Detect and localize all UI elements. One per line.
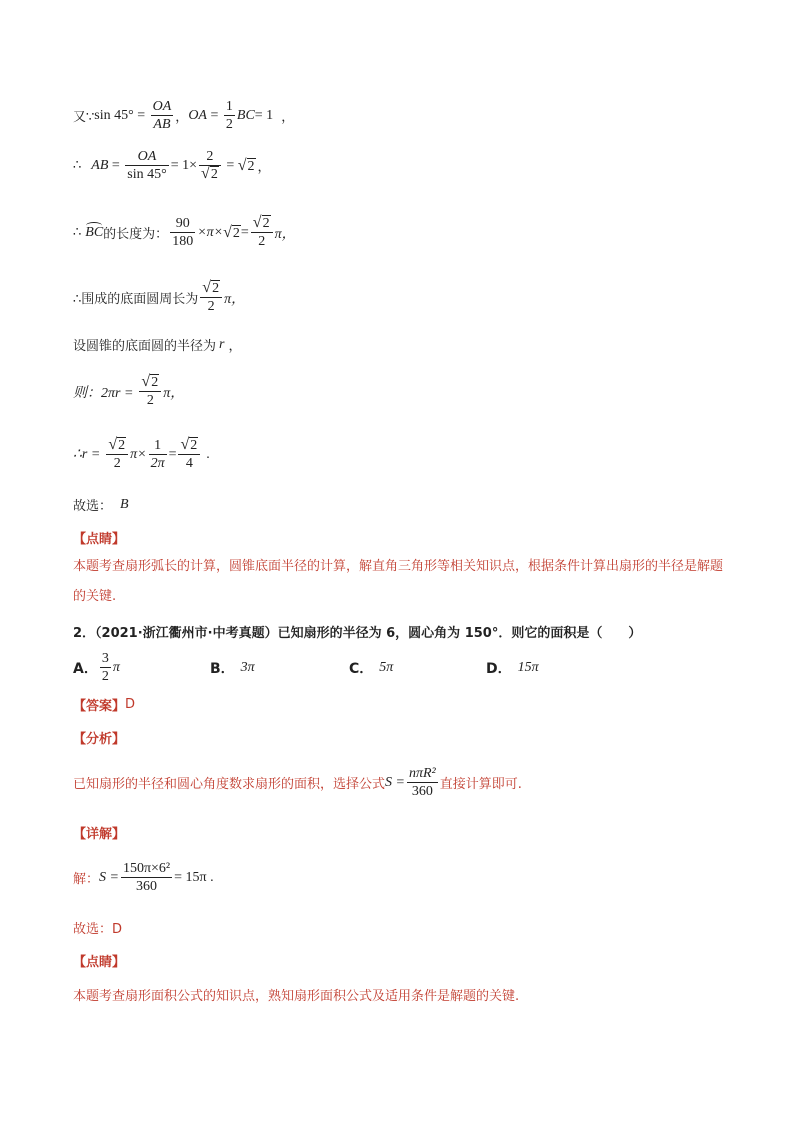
answer-line: [73, 695, 135, 714]
choose-text: 故选：: [73, 499, 113, 514]
equals-sign: =: [108, 157, 124, 173]
numerator: OA: [137, 149, 157, 164]
pi-times: π×: [130, 446, 147, 462]
sqrt-two: √ 2: [223, 223, 240, 241]
separator: ，: [175, 110, 189, 125]
detail-result: = 15π .: [174, 869, 214, 885]
end-punct: ，: [257, 160, 271, 175]
fraction-2-sqrt2: [199, 148, 221, 183]
option-a[interactable]: [73, 650, 120, 685]
numerator: nπR²: [408, 766, 436, 781]
section-detail: 【详解】: [73, 827, 126, 842]
option-d-label: D．: [486, 661, 512, 677]
ab-var: AB: [91, 157, 109, 173]
detail-fraction: [121, 860, 172, 895]
numerator: √ 2: [141, 373, 159, 390]
denominator: sin 45°: [127, 167, 167, 182]
answer-label: 【答案】: [73, 699, 126, 714]
oa-var: OA: [188, 107, 207, 123]
denominator: 2: [225, 117, 233, 132]
therefore-prefix: ∴: [73, 225, 82, 240]
detail-line: [73, 860, 214, 895]
line-circumference: [73, 280, 245, 315]
line-radius: [73, 335, 241, 354]
option-d[interactable]: [486, 658, 539, 678]
denominator: 2: [207, 299, 215, 314]
choose-d: 故选：D: [73, 922, 123, 937]
line-sin45: [73, 98, 294, 133]
option-c[interactable]: [349, 658, 393, 678]
choose-answer: B: [120, 496, 129, 512]
therefore-prefix: ∴: [73, 158, 82, 173]
fraction-sqrt2-2: [200, 280, 222, 315]
denominator: 2π: [150, 456, 165, 471]
fraction-90-180: [170, 215, 195, 250]
option-c-value: 5π: [379, 660, 394, 675]
option-c-label: C．: [349, 661, 374, 677]
r-prefix: ∴r =: [73, 447, 101, 462]
numerator: 90: [175, 216, 190, 231]
end-punct: .: [206, 446, 210, 462]
equals-one: = 1: [254, 107, 274, 123]
denominator: 2: [258, 234, 266, 249]
equals-sign: =: [133, 107, 149, 123]
equals-sign: =: [240, 224, 249, 240]
section-dianjing-2: 【点睛】: [73, 955, 126, 970]
analysis-tail: 直接计算即可.: [439, 777, 522, 792]
fraction-3-2: [100, 650, 111, 685]
analysis-text: 已知扇形的半径和圆心角度数求扇形的面积，选择公式: [73, 777, 386, 792]
end-punct: ，: [228, 339, 242, 354]
numerator: √ 2: [202, 279, 220, 296]
line-ab: [73, 148, 271, 183]
fraction-sqrt2-2: [106, 437, 128, 472]
question-2-title: 2．（2021·浙江衢州市·中考真题）已知扇形的半径为 6，圆心角为 150°．则它的面积是（ ）: [73, 626, 642, 641]
radius-text: 设圆锥的底面圆的半径为: [73, 339, 217, 354]
line-choose-b: [73, 495, 129, 514]
numerator: √ 2: [108, 436, 126, 453]
bc-var: BC: [236, 107, 255, 123]
fraction-oa-sin: [125, 148, 168, 183]
option-d-value: 15π: [517, 660, 539, 675]
fraction-sqrt2-4: [178, 437, 200, 472]
paragraph-summary-1: 本题考查扇形弧长的计算，圆锥底面半径的计算，解直角三角形等相关知识点，根据条件计算出扇形的半径是解题的关键.: [73, 559, 724, 604]
denominator: [199, 166, 221, 183]
equals-sign: =: [222, 157, 238, 173]
equals-sign: =: [206, 107, 222, 123]
fraction-sqrt2-2: [139, 374, 161, 409]
paragraph-summary-2: 本题考查扇形面积公式的知识点，熟知扇形面积公式及适用条件是解题的关键.: [73, 989, 520, 1004]
denominator: AB: [153, 117, 171, 132]
denominator: 180: [172, 234, 194, 249]
arc-bc: BC: [85, 224, 104, 240]
fraction-1-2pi: [149, 437, 167, 472]
line-equation: [73, 374, 184, 409]
option-b-label: B．: [210, 661, 235, 677]
formula-fraction: [407, 765, 438, 800]
answer-value: D: [125, 697, 136, 712]
sin-expression: sin 45°: [94, 107, 134, 123]
numerator: 1: [225, 99, 233, 114]
analysis-line: [73, 765, 522, 800]
r-var: r: [219, 336, 225, 352]
fraction-oa-ab: [151, 98, 174, 133]
option-b[interactable]: [210, 658, 255, 678]
sqrt-result: √ 2: [237, 156, 255, 174]
option-a-pi: π: [112, 659, 120, 675]
because-prefix: 又∵: [73, 110, 95, 125]
section-dianjing-1: 【点睛】: [73, 532, 126, 547]
option-a-label: A．: [73, 660, 98, 677]
detail-prefix: 解：: [73, 872, 100, 887]
denominator: 360: [411, 784, 433, 799]
formula-s: S =: [385, 774, 405, 790]
denominator: 360: [136, 879, 158, 894]
numerator: OA: [152, 99, 172, 114]
formula-s: S =: [99, 869, 119, 885]
end-punct: ，: [281, 110, 295, 125]
numerator: 2: [206, 149, 214, 164]
numerator: √ 2: [180, 436, 198, 453]
circumference-text: ∴围成的底面圆周长为: [73, 292, 199, 307]
equals-sign: =: [168, 446, 177, 462]
end-punct: π，: [163, 385, 185, 401]
fraction-sqrt2-2: [251, 215, 273, 250]
denominator: 4: [185, 456, 193, 471]
numerator: 150π×6²: [122, 861, 171, 876]
denominator: 2: [146, 393, 154, 408]
numerator: 3: [101, 651, 109, 666]
line-arc-length: [73, 215, 296, 250]
line-r-result: [73, 437, 210, 472]
equation-text: 则：2πr =: [73, 385, 134, 401]
denominator: 2: [113, 456, 121, 471]
fraction-half: [224, 98, 235, 133]
end-punct: π，: [224, 291, 246, 307]
times-pi: ×π×: [197, 224, 224, 240]
numerator: √ 2: [252, 214, 270, 231]
section-analysis: 【分析】: [73, 732, 126, 747]
option-b-value: 3π: [240, 660, 255, 675]
end-punct: π，: [274, 226, 296, 242]
arc-label: 的长度为：: [103, 227, 169, 242]
mid-expression: = 1×: [170, 157, 198, 173]
sqrt-symbol: √ 2: [201, 165, 218, 182]
denominator: 2: [101, 669, 109, 684]
numerator: 1: [154, 438, 162, 453]
